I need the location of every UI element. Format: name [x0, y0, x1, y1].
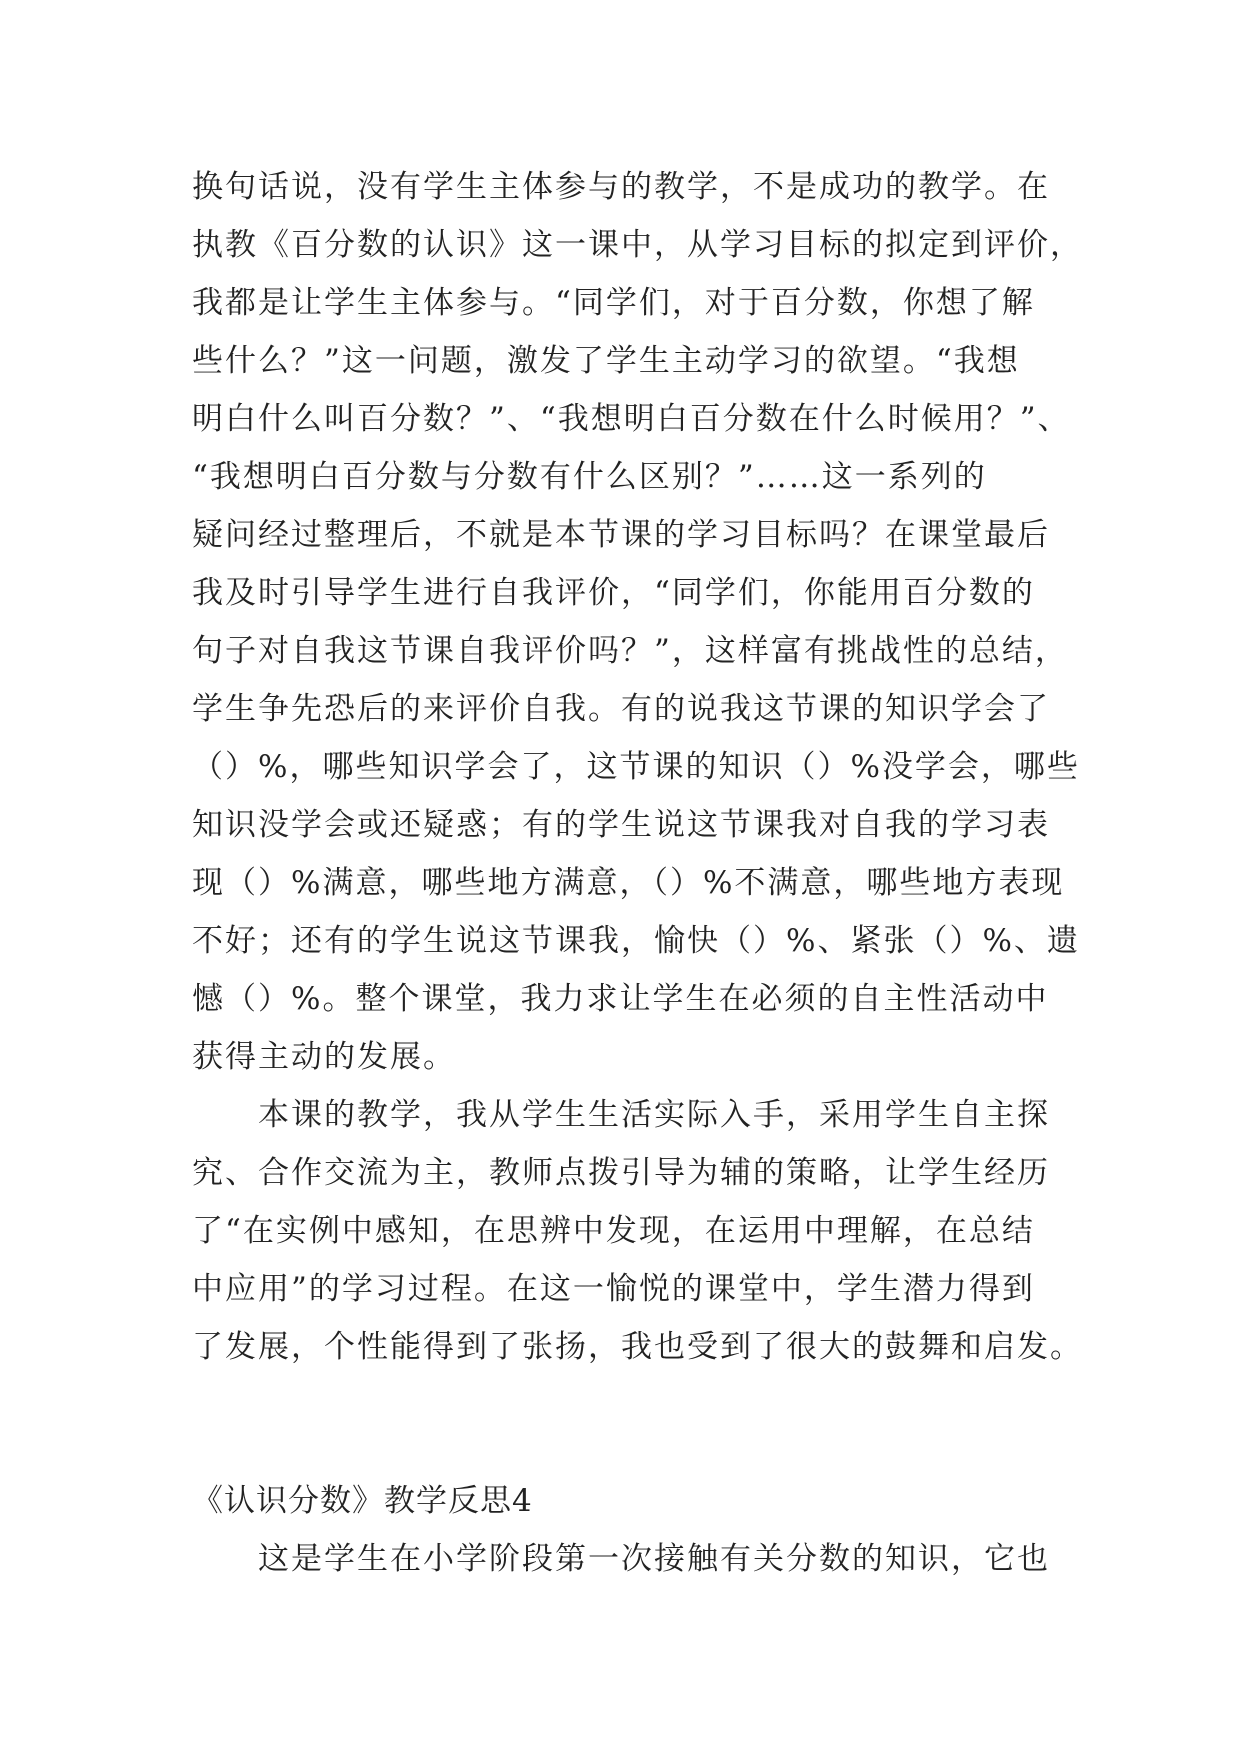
text-line: 些什么？”这一问题，激发了学生主动学习的欲望。“我想 [192, 343, 1020, 379]
text-line: 了发展，个性能得到了张扬，我也受到了很大的鼓舞和启发。 [192, 1329, 1083, 1365]
text-line: 疑问经过整理后，不就是本节课的学习目标吗？在课堂最后 [192, 517, 1050, 553]
text-line: 执教《百分数的认识》这一课中，从学习目标的拟定到评价， [192, 227, 1083, 263]
paragraph-3 [192, 1530, 1072, 1588]
text-line: 憾（）%。整个课堂，我力求让学生在必须的自主性活动中 [192, 981, 1049, 1017]
text-line: 换句话说，没有学生主体参与的教学，不是成功的教学。在 [192, 169, 1050, 205]
paragraph-1 [192, 158, 1083, 1086]
paragraph-2 [192, 1086, 1083, 1376]
text-line: 句子对自我这节课自我评价吗？”，这样富有挑战性的总结， [192, 633, 1068, 669]
text-line: （）%，哪些知识学会了，这节课的知识（）%没学会，哪些 [192, 749, 1080, 785]
text-line: 了“在实例中感知，在思辨中发现，在运用中理解，在总结 [192, 1213, 1035, 1249]
text-line: 这是学生在小学阶段第一次接触有关分数的知识，它也 [258, 1541, 1050, 1577]
text-line: 我及时引导学生进行自我评价，“同学们，你能用百分数的 [192, 575, 1035, 611]
text-line: 学生争先恐后的来评价自我。有的说我这节课的知识学会了 [192, 691, 1050, 727]
text-line: 获得主动的发展。 [192, 1039, 456, 1075]
section-heading: 《认识分数》教学反思4 [192, 1483, 533, 1519]
text-line: “我想明白百分数与分数有什么区别？”……这一系列的 [192, 459, 987, 495]
text-line: 知识没学会或还疑惑；有的学生说这节课我对自我的学习表 [192, 807, 1050, 843]
text-line: 本课的教学，我从学生生活实际入手，采用学生自主探 [258, 1097, 1050, 1133]
text-line: 现（）%满意，哪些地方满意，（）%不满意，哪些地方表现 [192, 865, 1065, 901]
text-line: 究、合作交流为主，教师点拨引导为辅的策略，让学生经历 [192, 1155, 1050, 1191]
text-line: 不好；还有的学生说这节课我，愉快（）%、紧张（）%、遗 [192, 923, 1080, 959]
text-line: 中应用”的学习过程。在这一愉悦的课堂中，学生潜力得到 [192, 1271, 1035, 1307]
document-body [192, 158, 1083, 1588]
text-line: 明白什么叫百分数？”、“我想明白百分数在什么时候用？”、 [192, 401, 1071, 437]
text-line: 我都是让学生主体参与。“同学们，对于百分数，你想了解 [192, 285, 1035, 321]
section-spacer [192, 1376, 1072, 1472]
